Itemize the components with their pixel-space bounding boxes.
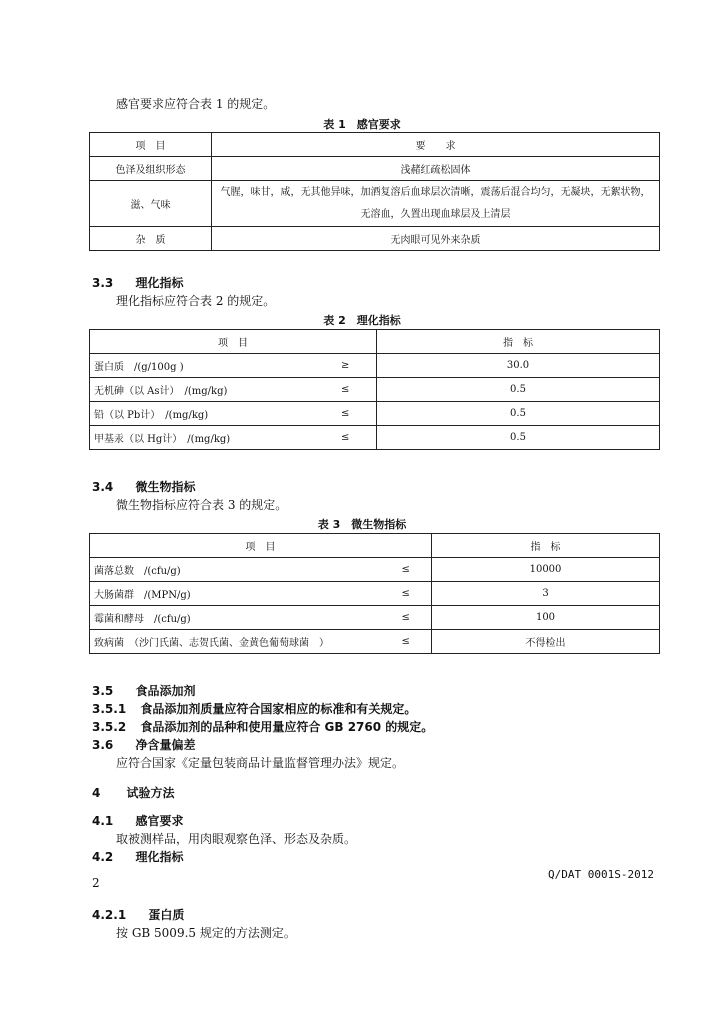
table1-cell-req: 浅赭红疏松固体 <box>212 157 660 181</box>
section-title: 试验方法 <box>126 786 175 800</box>
table-row <box>90 426 660 450</box>
table2-cell-symbol: ≥ <box>315 354 377 378</box>
section-number: 3.4 <box>92 480 114 494</box>
table1-cell-req: 气腥，味甘，咸，无其他异味，加酒复溶后血球层次清晰，震荡后混合均匀，无凝块，无絮状物，无溶血，久置出现血球层及上清层 <box>212 181 660 227</box>
table3-cell-item: 菌落总数 /(cfu/g) <box>90 558 381 582</box>
section-3-3-text: 理化指标应符合表 2 的规定。 <box>116 294 276 308</box>
table2-cell-symbol: ≤ <box>315 426 377 450</box>
table1-caption: 表 1 感官要求 <box>323 118 401 131</box>
table3-header-item: 项 目 <box>90 534 432 558</box>
section-3-5-heading <box>92 682 195 699</box>
section-3-4-text: 微生物指标应符合表 3 的规定。 <box>116 498 288 512</box>
footer-doc-code: Q/DAT 0001S-2012 <box>548 868 654 881</box>
table2-cell-value: 0.5 <box>377 378 660 402</box>
section-number: 4.2.1 <box>92 908 127 922</box>
table1-cell-req: 无肉眼可见外来杂质 <box>212 227 660 251</box>
section-text: 食品添加剂质量应符合国家相应的标准和有关规定。 <box>140 702 417 716</box>
section-3-6-heading <box>92 736 195 753</box>
table2-cell-item: 铅（以 Pb计） /(mg/kg) <box>90 402 315 426</box>
section-4-1-text: 取被测样品，用肉眼观察色泽、形态及杂质。 <box>116 832 357 846</box>
section-3-5-2 <box>92 718 433 735</box>
table3-cell-symbol: ≤ <box>381 582 432 606</box>
section-number: 3.5.1 <box>92 702 127 716</box>
table1-cell-item: 色泽及组织形态 <box>90 157 212 181</box>
table3-cell-value: 100 <box>432 606 660 630</box>
table2-caption: 表 2 理化指标 <box>323 314 401 327</box>
section-number: 4.2 <box>92 850 114 864</box>
section-number: 3.5.2 <box>92 720 127 734</box>
section-3-3-heading <box>92 274 183 291</box>
table3-cell-item: 大肠菌群 /(MPN/g) <box>90 582 381 606</box>
table-row <box>90 582 660 606</box>
section-4-2-heading <box>92 848 183 865</box>
section-4-2-1-heading <box>92 906 184 923</box>
section-4-2-1-text: 按 GB 5009.5 规定的方法测定。 <box>116 926 296 940</box>
section-number: 3.5 <box>92 684 114 698</box>
table-row <box>90 606 660 630</box>
table3-cell-value: 3 <box>432 582 660 606</box>
table-row <box>90 378 660 402</box>
section-number: 4 <box>92 786 101 800</box>
page-number: 2 <box>92 876 100 890</box>
section-title: 理化指标 <box>135 276 184 290</box>
table2-cell-value: 0.5 <box>377 402 660 426</box>
table1 <box>89 132 660 251</box>
table3-header-value: 指 标 <box>432 534 660 558</box>
table2-cell-item: 无机砷（以 As计） /(mg/kg) <box>90 378 315 402</box>
table-row <box>90 534 660 558</box>
table3-cell-symbol: ≤ <box>381 606 432 630</box>
table3-cell-value: 不得检出 <box>432 630 660 654</box>
section-3-5-1 <box>92 700 416 717</box>
table2-header-value: 指 标 <box>377 330 660 354</box>
section-title: 食品添加剂 <box>135 684 196 698</box>
table1-cell-item: 滋、气味 <box>90 181 212 227</box>
section-4-1-heading <box>92 812 183 829</box>
section-3-4-heading <box>92 478 195 495</box>
section-number: 3.3 <box>92 276 114 290</box>
section-3-6-text: 应符合国家《定量包装商品计量监督管理办法》规定。 <box>116 756 405 770</box>
table2 <box>89 329 660 450</box>
table2-cell-value: 0.5 <box>377 426 660 450</box>
table-row <box>90 133 660 157</box>
table-row <box>90 157 660 181</box>
table2-cell-item: 蛋白质 /(g/100g ) <box>90 354 315 378</box>
table2-cell-item: 甲基汞（以 Hg计） /(mg/kg) <box>90 426 315 450</box>
table-row <box>90 402 660 426</box>
section-4-heading <box>92 784 175 801</box>
table2-cell-value: 30.0 <box>377 354 660 378</box>
section-title: 蛋白质 <box>148 908 185 922</box>
table-row <box>90 630 660 654</box>
section-text: 食品添加剂的品种和使用量应符合 GB 2760 的规定。 <box>140 720 434 734</box>
table-row <box>90 558 660 582</box>
table3-cell-item: 致病菌 （沙门氏菌、志贺氏菌、金黄色葡萄球菌 ） <box>90 630 381 654</box>
table-row <box>90 330 660 354</box>
intro-text: 感官要求应符合表 1 的规定。 <box>116 97 276 111</box>
table2-header-item: 项 目 <box>90 330 377 354</box>
table3-cell-symbol: ≤ <box>381 558 432 582</box>
table-row <box>90 354 660 378</box>
table1-header-item: 项 目 <box>90 133 212 157</box>
table3-cell-item: 霉菌和酵母 /(cfu/g) <box>90 606 381 630</box>
section-number: 4.1 <box>92 814 114 828</box>
table2-cell-symbol: ≤ <box>315 378 377 402</box>
table1-cell-item: 杂 质 <box>90 227 212 251</box>
section-number: 3.6 <box>92 738 114 752</box>
section-title: 微生物指标 <box>135 480 196 494</box>
table-row <box>90 227 660 251</box>
table3 <box>89 533 660 654</box>
table-row <box>90 181 660 227</box>
section-title: 感官要求 <box>135 814 184 828</box>
table2-cell-symbol: ≤ <box>315 402 377 426</box>
table3-caption: 表 3 微生物指标 <box>317 518 407 531</box>
table1-header-req: 要 求 <box>212 133 660 157</box>
section-title: 净含量偏差 <box>135 738 196 752</box>
table3-cell-value: 10000 <box>432 558 660 582</box>
table3-cell-symbol: ≤ <box>381 630 432 654</box>
section-title: 理化指标 <box>135 850 184 864</box>
